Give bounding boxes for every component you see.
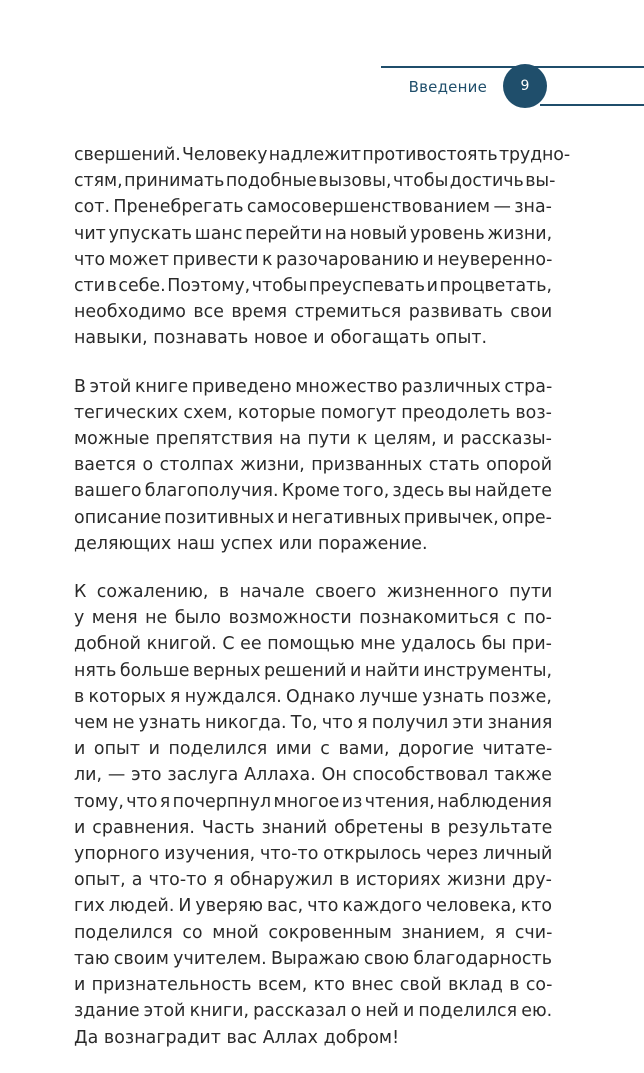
text-line: чем не узнать никогда. То, что я получил эти знания: [74, 713, 553, 734]
text-line: вается о столпах жизни, призванных стать опорой: [74, 455, 553, 476]
text-line: поделился со мной сокровенным знанием, я счи-: [74, 922, 553, 943]
text-line: В этой книге приведено множество различных стра-: [74, 376, 553, 397]
text-line: сот. Пренебрегать самосовершенствованием — зна-: [74, 197, 552, 218]
text-line: ли, — это заслуга Аллаха. Он способствовал также: [74, 765, 552, 786]
page-body: [74, 142, 571, 1073]
text-line: у меня не было возможности познакомиться с по-: [74, 608, 552, 629]
text-line: таю своим учителем. Выражаю свою благодарность: [74, 948, 552, 969]
text-line: и опыт и поделился ими с вами, дорогие читате-: [74, 739, 553, 760]
text-line: добной книгой. С ее помощью мне удалось бы при-: [74, 634, 552, 655]
text-line: и сравнения. Часть знаний обретены в результате: [74, 817, 553, 838]
text-line: можные препятствия на пути к целям, и рассказы-: [74, 429, 552, 450]
text-line: нять больше верных решений и найти инструменты,: [74, 660, 553, 681]
text-line: и признательность всем, кто внес свой вклад в со-: [74, 975, 553, 996]
text-line: свершений. Человеку надлежит противостоять трудно-: [74, 145, 571, 165]
paragraph: [74, 579, 552, 1051]
paragraph: [74, 142, 571, 352]
text-line: в которых я нуждался. Однако лучше узнать позже,: [74, 686, 552, 707]
text-line: деляющих наш успех или поражение.: [74, 533, 428, 554]
text-line: тому, что я почерпнул многое из чтения, наблюдения: [74, 791, 552, 812]
section-title: Введение: [408, 78, 487, 96]
text-line: необходимо все время стремиться развивать свои: [74, 302, 553, 323]
paragraph: [74, 374, 552, 557]
text-line: упорного изучения, что-то открылось через личный: [74, 844, 553, 865]
text-line: стям, принимать подобные вызовы, чтобы достичь вы-: [74, 171, 556, 192]
text-line: чит упускать шанс перейти на новый уровень жизни,: [74, 223, 553, 244]
page-number: 9: [503, 64, 547, 108]
text-line: опыт, а что-то я обнаружил в историях жизни дру-: [74, 870, 552, 891]
text-line: гих людей. И уверяю вас, что каждого человека, кто: [74, 896, 553, 917]
text-line: навыки, познавать новое и обогащать опыт.: [74, 328, 488, 349]
text-line: здание этой книги, рассказал о ней и поделился ею.: [74, 1001, 553, 1022]
header-rule-bottom: [540, 104, 644, 106]
text-line: что может привести к разочарованию и неуверенно-: [74, 249, 553, 270]
text-line: тегических схем, которые помогут преодолеть воз-: [74, 402, 552, 423]
text-line: вашего благополучия. Кроме того, здесь вы найдете: [74, 481, 552, 502]
text-line: сти в себе. Поэтому, чтобы преуспевать и процветать,: [74, 276, 552, 297]
text-line: Да вознаградит вас Аллах добром!: [74, 1027, 400, 1048]
text-line: описание позитивных и негативных привычек, опре-: [74, 507, 552, 528]
text-line: К сожалению, в начале своего жизненного пути: [74, 582, 553, 603]
